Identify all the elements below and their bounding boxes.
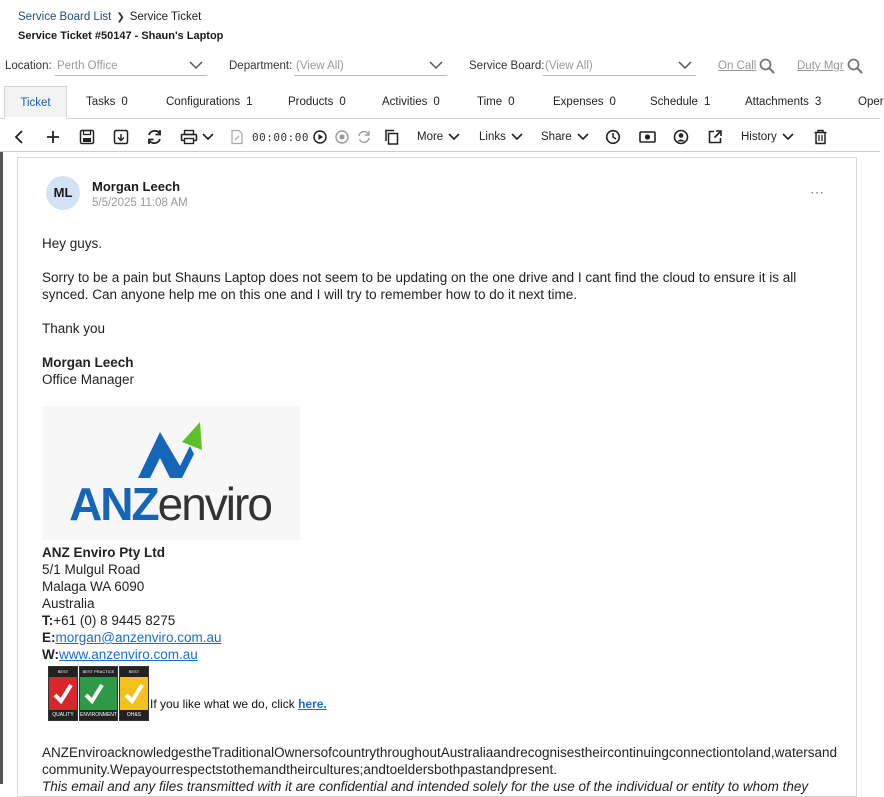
iso-quality-badge [48,666,78,721]
chevron-down-icon [201,132,215,142]
service-board-label: Service Board: [469,60,545,72]
here-link[interactable]: here. [298,697,327,711]
location-label: Location: [5,60,52,72]
more-menu-button[interactable] [417,128,461,146]
external-link-icon [707,129,723,145]
user-circle-icon [673,129,689,145]
open-external-button[interactable] [707,128,723,146]
timer-play-button[interactable] [312,128,328,146]
message-timestamp: 5/5/2025 11:08 AM [92,197,188,209]
tab-count: 0 [609,96,616,108]
add-button[interactable] [45,128,61,146]
schedule-button[interactable] [605,128,621,146]
message-author: Morgan Leech [92,179,181,194]
back-button[interactable] [12,128,26,146]
tab-activities[interactable] [382,86,440,119]
certification-badges [48,666,142,721]
tab-label: Attachments [745,96,809,108]
location-select[interactable] [55,57,207,76]
tab-configurations[interactable] [166,86,253,119]
history-menu-button[interactable] [741,128,795,146]
tab-products[interactable] [288,86,346,119]
tab-count: 0 [339,96,346,108]
ticket-toolbar [0,122,880,152]
badge-top-text: BEST [120,667,148,677]
badge-bottom-text: ENVIRONMENT [80,712,117,718]
chevron-down-icon [447,132,461,142]
timer-stop-button[interactable] [334,128,350,146]
badge-check-icon [49,677,77,710]
tab-count: 1 [703,96,711,108]
money-icon [639,129,656,145]
anzenviro-logo-icon [42,406,300,540]
chevron-down-icon [510,132,524,142]
tab-schedule[interactable] [650,86,710,119]
web-label: W: [42,647,59,662]
links-menu-button[interactable] [479,128,524,146]
phone-line [42,612,842,629]
iso-environment-badge [79,666,118,721]
share-label: Share [541,131,572,143]
like-text-label: If you like what we do, click [150,697,299,711]
tab-label: Oper [858,96,884,108]
tab-count: 0 [121,96,128,108]
tab-label: Tasks [86,96,116,108]
avatar: ML [46,176,80,210]
tab-expenses[interactable] [553,86,616,119]
timer-value: 00:00:00 [252,130,309,144]
record-icon [334,129,350,145]
signature-title: Office Manager [42,372,135,387]
clock-icon [605,129,621,145]
links-label: Links [479,131,506,143]
address-line-1: 5/1 Mulgul Road [42,562,141,577]
reset-icon [356,129,372,145]
copy-icon [384,129,400,145]
trash-icon [813,129,828,145]
badge-top-text: BEST PRACTICE [80,667,117,677]
duty-mgr-link[interactable]: Duty Mgr [797,60,844,72]
left-border [0,152,3,784]
address-line-2: Malaga WA 6090 [42,579,145,594]
time-entry-icon-button[interactable] [230,128,244,146]
tab-attachments[interactable] [745,86,821,119]
logo-text: ANZenviro [69,478,271,530]
printer-icon [180,129,198,145]
tab-label: Schedule [650,96,698,108]
tab-label: Configurations [166,96,241,108]
on-call-link[interactable]: On Call [718,60,757,72]
chevron-down-icon [429,60,443,70]
tab-ticket[interactable] [4,86,67,119]
tab-count: 0 [508,96,515,108]
email-link[interactable]: morgan@anzenviro.com.au [55,630,222,645]
timer-reset-button[interactable] [356,128,372,146]
play-icon [312,129,328,145]
iso-ohs-badge [119,666,149,721]
badge-check-icon [120,677,148,710]
plus-icon [45,129,61,145]
website-link[interactable]: www.anzenviro.com.au [59,647,198,662]
message-body: Sorry to be a pain but Shauns Laptop does not seem to be updating on the one drive and I cant find the cloud to ensure it is all synced. Can anyone help me on this one and I will try to remember how to do it next time. [42,270,797,302]
tab-count: 0 [433,96,440,108]
ticket-tabs [0,86,884,119]
tab-count: 1 [246,96,253,108]
like-text [150,697,327,711]
print-button[interactable] [180,128,215,146]
contact-button[interactable] [673,128,689,146]
page-title: Service Ticket #50147 - Shaun's Laptop [18,30,224,42]
department-label: Department: [229,60,293,72]
refresh-icon [146,129,163,145]
tab-label: Activities [382,96,428,108]
location-value: Perth Office [57,60,118,72]
web-line [42,646,842,663]
greeting-text: Hey guys. [42,236,103,251]
breadcrumb [18,11,201,23]
expense-button[interactable] [639,128,656,146]
department-select[interactable] [294,57,447,76]
more-label: More [417,131,444,143]
badge-check-icon [80,677,117,710]
search-icon[interactable] [847,58,863,74]
breadcrumb-current: Service Ticket [129,11,202,23]
chevron-down-icon [781,132,795,142]
save-and-close-button[interactable] [113,128,129,146]
tab-label: Time [477,96,503,108]
chevron-left-icon [12,129,26,145]
chevron-down-icon [678,60,692,70]
copy-button[interactable] [384,128,400,146]
disclaimer-text: This email and any files transmitted with it are confidential and intended solely for the use of the individual or entity to whom they [42,779,809,794]
timer-display [252,128,309,146]
chevron-right-icon: ❯ [116,12,125,23]
company-name: ANZ Enviro Pty Ltd [42,545,166,560]
thanks-text: Thank you [42,321,106,336]
acknowledgement-text: ANZEnviroacknowledgestheTraditionalOwnersofcountrythroughoutAustraliaandrecognisestheircontinuingconnectiontoland,watersandcommunity.Wepayourrespectstothemandtheircultures;andtoeldersbothpastandpresent. [42,745,837,777]
company-logo [42,406,300,540]
save-icon [79,129,95,145]
phone-number: +61 (0) 8 9445 8275 [53,613,176,628]
tab-label: Products [288,96,334,108]
tab-count: 3 [814,96,822,108]
badge-bottom-text: QUALITY [49,710,77,720]
tab-label: Ticket [20,97,51,109]
message-card [17,157,857,797]
filter-bar [0,55,880,79]
more-options-icon[interactable]: ⋯ [810,184,825,200]
signature-name: Morgan Leech [42,355,134,370]
history-label: History [741,131,777,143]
address-country: Australia [42,596,95,611]
service-board-value: (View All) [545,60,593,72]
share-menu-button[interactable] [541,128,590,146]
service-board-select[interactable] [543,57,696,76]
tab-time[interactable] [477,86,515,119]
badge-top-text: BEST [49,667,77,677]
save-button[interactable] [79,128,95,146]
save-close-icon [113,129,129,145]
email-label: E: [42,630,56,645]
delete-button[interactable] [813,128,828,146]
email-line [42,629,842,646]
refresh-button[interactable] [146,128,163,146]
department-value: (View All) [296,60,344,72]
badge-bottom-text: OH&S [120,710,148,720]
tab-tasks[interactable] [86,86,128,119]
search-icon[interactable] [759,58,775,74]
chevron-down-icon [189,60,203,70]
chevron-down-icon [576,132,590,142]
document-edit-icon [230,129,244,145]
tab-overflow[interactable] [858,86,884,119]
tab-label: Expenses [553,96,604,108]
phone-label: T: [42,613,54,628]
breadcrumb-service-board-list[interactable]: Service Board List [18,11,112,23]
